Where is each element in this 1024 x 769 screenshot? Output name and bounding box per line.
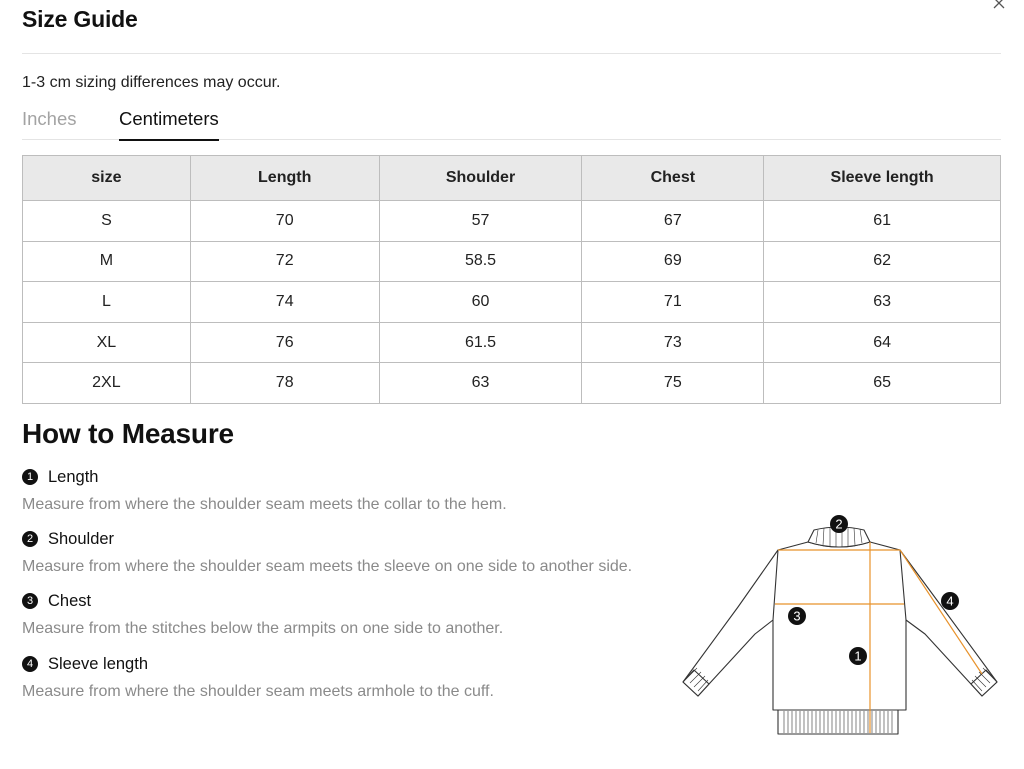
number-badge: 2	[22, 531, 38, 547]
number-badge: 4	[22, 656, 38, 672]
measure-label: Shoulder	[48, 529, 115, 548]
table-header-row	[23, 156, 1001, 201]
table-cell: 58.5	[379, 241, 582, 282]
marker-1	[849, 647, 867, 665]
table-cell: XL	[23, 322, 191, 363]
page-title: Size Guide	[22, 6, 138, 32]
table-row	[23, 363, 1001, 404]
table-cell: 60	[379, 282, 582, 323]
table-cell: 73	[582, 322, 764, 363]
table-cell: L	[23, 282, 191, 323]
measure-label: Chest	[48, 591, 92, 610]
close-button[interactable]	[992, 0, 1010, 14]
table-cell: 69	[582, 241, 764, 282]
measure-item-chest	[22, 590, 504, 637]
table-cell: S	[23, 201, 191, 242]
table-cell: 75	[582, 363, 764, 404]
table-cell: 64	[764, 322, 1001, 363]
table-cell: 65	[764, 363, 1001, 404]
sizing-note: 1-3 cm sizing differences may occur.	[22, 74, 281, 91]
measure-item-sleeve-length	[22, 653, 494, 700]
svg-text:3: 3	[793, 608, 801, 624]
measure-description: Measure from where the shoulder seam meets armhole to the cuff.	[22, 683, 494, 700]
tab-inches[interactable]: Inches	[22, 108, 77, 129]
number-badge: 3	[22, 593, 38, 609]
table-row	[23, 282, 1001, 323]
measure-item-shoulder	[22, 528, 633, 575]
table-cell: 76	[190, 322, 379, 363]
measure-label: Sleeve length	[48, 654, 148, 673]
tab-centimeters[interactable]: Centimeters	[119, 108, 219, 141]
table-cell: 2XL	[23, 363, 191, 404]
column-header: Shoulder	[379, 156, 582, 201]
measure-item-length	[22, 466, 507, 513]
measure-label: Length	[48, 467, 99, 486]
marker-4	[941, 592, 959, 610]
how-to-measure-title: How to Measure	[22, 418, 234, 449]
table-cell: 67	[582, 201, 764, 242]
svg-text:4: 4	[946, 593, 954, 609]
unit-tabs	[22, 106, 1001, 140]
table-cell: 57	[379, 201, 582, 242]
svg-text:2: 2	[835, 516, 843, 532]
column-header: Chest	[582, 156, 764, 201]
measure-description: Measure from the stitches below the armpits on one side to another.	[22, 620, 504, 637]
table-cell: 61	[764, 201, 1001, 242]
close-icon	[992, 0, 1006, 10]
column-header: size	[23, 156, 191, 201]
size-table	[22, 155, 1001, 404]
column-header: Sleeve length	[764, 156, 1001, 201]
table-cell: 63	[379, 363, 582, 404]
table-cell: 72	[190, 241, 379, 282]
marker-3	[788, 607, 806, 625]
table-cell: M	[23, 241, 191, 282]
table-cell: 74	[190, 282, 379, 323]
table-cell: 70	[190, 201, 379, 242]
table-row	[23, 201, 1001, 242]
measure-description: Measure from where the shoulder seam meets the collar to the hem.	[22, 496, 507, 513]
table-cell: 78	[190, 363, 379, 404]
table-row	[23, 241, 1001, 282]
column-header: Length	[190, 156, 379, 201]
sweater-measurement-diagram	[680, 512, 1000, 740]
svg-text:1: 1	[854, 648, 862, 664]
marker-2	[830, 515, 848, 533]
table-cell: 62	[764, 241, 1001, 282]
header-divider	[22, 53, 1001, 54]
table-row	[23, 322, 1001, 363]
table-cell: 61.5	[379, 322, 582, 363]
measure-description: Measure from where the shoulder seam meets the sleeve on one side to another side.	[22, 558, 633, 575]
table-cell: 63	[764, 282, 1001, 323]
number-badge: 1	[22, 469, 38, 485]
table-cell: 71	[582, 282, 764, 323]
